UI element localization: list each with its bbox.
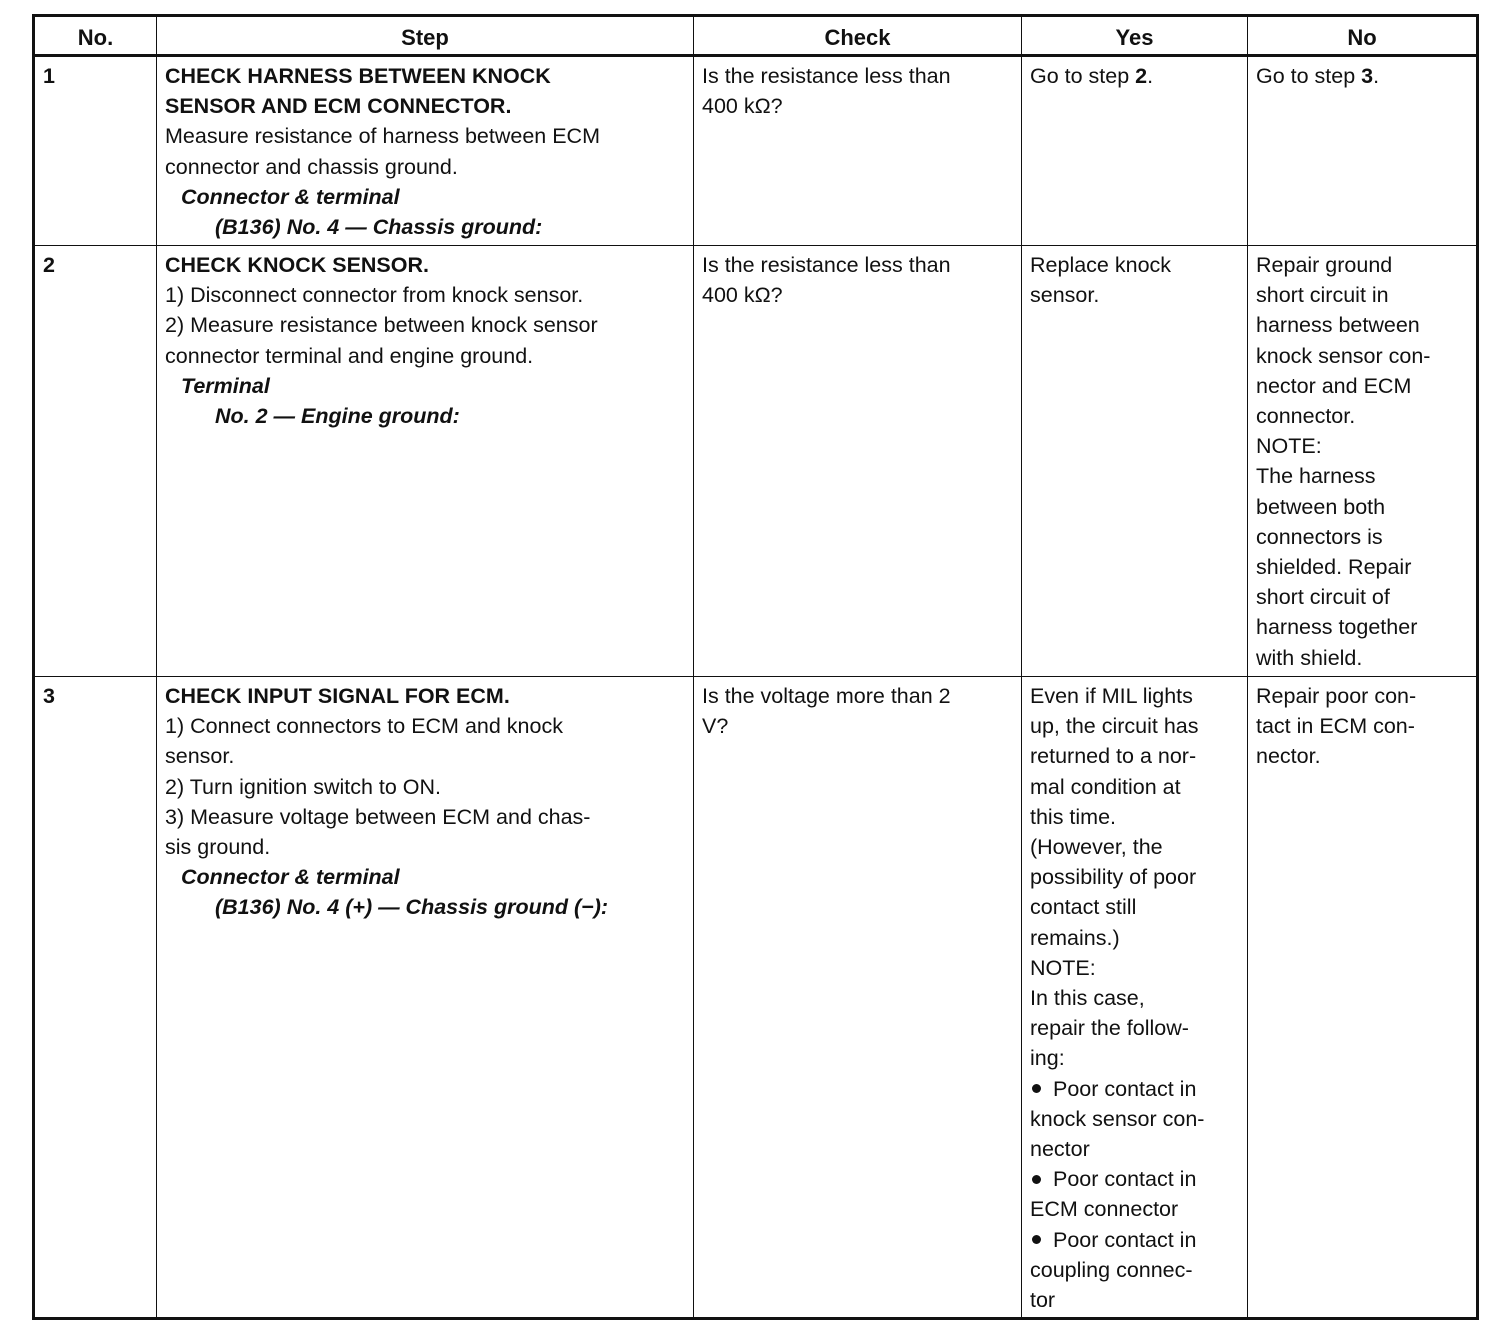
spec-value: No. 2 — Engine ground:: [215, 404, 460, 429]
no-text: with shield.: [1256, 645, 1363, 670]
step-text: 3) Measure voltage between ECM and chas-: [165, 804, 591, 829]
step-cell: [157, 677, 694, 1319]
no-text: short circuit of: [1256, 585, 1390, 610]
diagnostic-table: [32, 14, 1479, 1320]
yes-text: repair the follow-: [1030, 1016, 1189, 1041]
step-text: connector and chassis ground.: [165, 154, 458, 179]
yes-text: Replace knock: [1030, 253, 1172, 277]
row-number: 2: [34, 246, 157, 677]
no-text: knock sensor con-: [1256, 343, 1431, 368]
yes-text: Even if MIL lights: [1030, 684, 1193, 708]
no-text: short circuit in: [1256, 283, 1389, 308]
check-text: Is the voltage more than 2: [702, 684, 951, 708]
bullet-text: ECM connector: [1030, 1197, 1179, 1222]
yes-text: Go to step: [1030, 64, 1136, 88]
yes-text: (However, the: [1030, 835, 1163, 860]
spec-label: Connector & terminal: [181, 865, 400, 890]
check-text: 400 kΩ?: [702, 94, 783, 119]
header-row: [34, 16, 1478, 56]
step-text: 1) Connect connectors to ECM and knock: [165, 714, 563, 739]
bullet-text: Poor contact in: [1053, 1076, 1197, 1101]
no-text-suffix: .: [1373, 64, 1380, 88]
no-text: nector and ECM: [1256, 373, 1412, 398]
check-text: 400 kΩ?: [702, 283, 783, 308]
note-label: NOTE:: [1256, 434, 1322, 459]
table-row: [34, 677, 1478, 1319]
yes-text: In this case,: [1030, 986, 1145, 1011]
no-cell: [1248, 246, 1478, 677]
bullet-text: Poor contact in: [1053, 1227, 1197, 1252]
no-text: between both: [1256, 494, 1386, 519]
no-text: The harness: [1256, 464, 1376, 489]
no-text: harness together: [1256, 615, 1418, 640]
bullet-item: [1030, 1164, 1240, 1194]
spec-value: (B136) No. 4 — Chassis ground:: [215, 215, 543, 240]
step-reference: 3: [1361, 64, 1374, 88]
check-text: Is the resistance less than: [702, 253, 951, 277]
no-text: tact in ECM con-: [1256, 714, 1415, 739]
no-cell: [1248, 56, 1478, 246]
check-cell: [694, 677, 1022, 1319]
header-check: Check: [694, 16, 1022, 56]
no-text: Go to step: [1256, 64, 1362, 88]
spec-label: Terminal: [181, 373, 270, 398]
header-no-result: No: [1248, 16, 1478, 56]
yes-text: mal condition at: [1030, 774, 1181, 799]
step-text: 2) Measure resistance between knock sensor: [165, 313, 598, 338]
no-text: nector.: [1256, 744, 1321, 769]
step-heading: SENSOR AND ECM CONNECTOR.: [165, 94, 512, 119]
step-text: 1) Disconnect connector from knock sensor.: [165, 283, 584, 308]
step-text: sis ground.: [165, 835, 271, 860]
check-cell: [694, 56, 1022, 246]
no-cell: [1248, 677, 1478, 1319]
no-text: Repair ground: [1256, 253, 1393, 277]
no-text: Repair poor con-: [1256, 684, 1417, 708]
yes-text: this time.: [1030, 804, 1117, 829]
no-text: harness between: [1256, 313, 1420, 338]
step-reference: 2: [1135, 64, 1148, 88]
bullet-icon: [1032, 1235, 1041, 1244]
yes-text: ing:: [1030, 1046, 1065, 1071]
yes-text: contact still: [1030, 895, 1137, 920]
yes-text: up, the circuit has: [1030, 714, 1199, 739]
bullet-item: [1030, 1074, 1240, 1104]
bullet-text: coupling connec-: [1030, 1257, 1193, 1282]
yes-cell: [1022, 56, 1248, 246]
bullet-text: Poor contact in: [1053, 1167, 1197, 1192]
step-heading: CHECK INPUT SIGNAL FOR ECM.: [165, 684, 510, 708]
yes-text-suffix: .: [1147, 64, 1154, 88]
check-text: Is the resistance less than: [702, 64, 951, 88]
table-row: [34, 246, 1478, 677]
yes-text: returned to a nor-: [1030, 744, 1197, 769]
no-text: connector.: [1256, 404, 1356, 429]
bullet-text: tor: [1030, 1288, 1056, 1313]
step-heading: CHECK KNOCK SENSOR.: [165, 253, 429, 277]
step-heading: CHECK HARNESS BETWEEN KNOCK: [165, 64, 551, 88]
header-step: Step: [157, 16, 694, 56]
no-text: connectors is: [1256, 524, 1383, 549]
step-text: sensor.: [165, 744, 235, 769]
yes-text: remains.): [1030, 925, 1120, 950]
row-number: 1: [34, 56, 157, 246]
yes-cell: [1022, 246, 1248, 677]
step-text: connector terminal and engine ground.: [165, 343, 534, 368]
check-text: V?: [702, 714, 729, 739]
header-yes: Yes: [1022, 16, 1248, 56]
check-cell: [694, 246, 1022, 677]
bullet-icon: [1032, 1084, 1041, 1093]
yes-text: possibility of poor: [1030, 865, 1197, 890]
yes-text: sensor.: [1030, 283, 1100, 308]
step-cell: [157, 56, 694, 246]
note-label: NOTE:: [1030, 955, 1096, 980]
header-no: No.: [34, 16, 157, 56]
step-text: 2) Turn ignition switch to ON.: [165, 774, 442, 799]
bullet-item: [1030, 1225, 1240, 1255]
bullet-text: nector: [1030, 1137, 1090, 1162]
spec-label: Connector & terminal: [181, 184, 400, 209]
step-text: Measure resistance of harness between ECM: [165, 124, 600, 149]
table-row: [34, 56, 1478, 246]
row-number: 3: [34, 677, 157, 1319]
spec-value: (B136) No. 4 (+) — Chassis ground (−):: [215, 895, 609, 920]
yes-cell: [1022, 677, 1248, 1319]
bullet-icon: [1032, 1175, 1041, 1184]
step-cell: [157, 246, 694, 677]
no-text: shielded. Repair: [1256, 555, 1412, 580]
bullet-text: knock sensor con-: [1030, 1106, 1205, 1131]
